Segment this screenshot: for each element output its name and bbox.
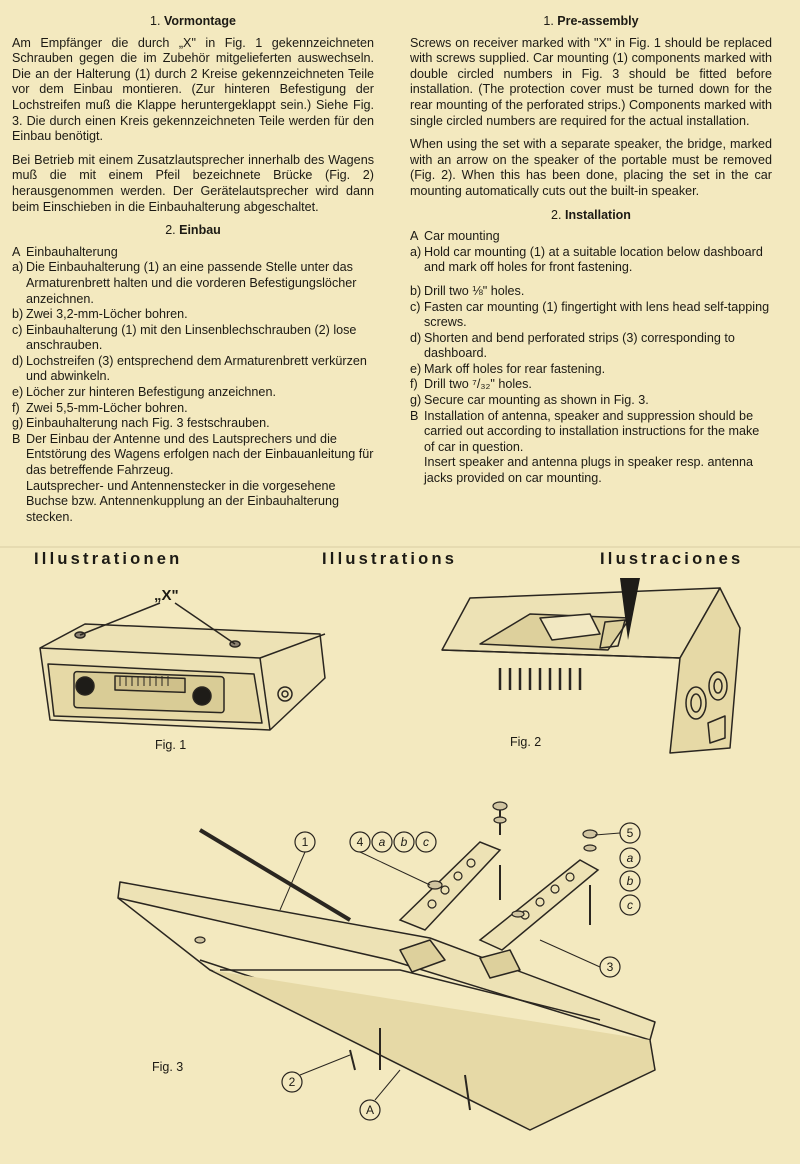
de-step: c) Einbauhalterung (1) mit den Linsenblechschrauben (2) lose anschrauben. — [12, 322, 357, 353]
callout-5: 5 — [626, 826, 634, 840]
callout-c-left: c — [423, 835, 429, 849]
de-preassembly-heading — [12, 14, 374, 30]
de-step: f) Zwei 5,5-mm-Löcher bohren. — [12, 400, 188, 415]
en-inst-number: 2. — [551, 207, 562, 222]
illustrations-heading-de: Illustrationen — [34, 550, 183, 568]
fig3-mounting-drawing — [100, 790, 700, 1140]
callout-2: 2 — [288, 1075, 296, 1089]
en-steps — [410, 229, 772, 487]
en-step: f) Drill two ⁷/₃₂" holes. — [410, 377, 532, 392]
en-installation-heading — [410, 208, 772, 224]
en-inst-title: Installation — [564, 207, 631, 222]
illustrations-heading-en: Illustrations — [322, 550, 458, 568]
en-step: A Car mounting — [410, 229, 500, 244]
en-step: B Installation of antenna, speaker and suppression should be carried out according to installation instructions for the make of car in question. — [410, 408, 760, 454]
fig2-label: Fig. 2 — [510, 735, 542, 749]
illustrations-heading-es: Ilustraciones — [600, 550, 744, 568]
de-step: e) Löcher zur hinteren Befestigung anzeichnen. — [12, 385, 276, 400]
spacer — [410, 276, 772, 284]
callout-4: 4 — [356, 835, 364, 849]
callout-a-right: a — [626, 851, 634, 865]
de-step: b) Zwei 3,2-mm-Löcher bohren. — [12, 307, 188, 322]
callout-a-left: a — [378, 835, 386, 849]
de-step: d) Lochstreifen (3) entsprechend dem Armaturenbrett verkürzen und abwinkeln. — [12, 353, 367, 384]
callout-A: A — [365, 1103, 375, 1117]
en-pre-number: 1. — [543, 14, 554, 28]
de-pre-paragraph-1: Am Empfänger die durch „X" in Fig. 1 gekennzeichneten Schrauben gegen die im Zubehör mitgelieferten auswechseln. Die an der Halterung (1) durch 2 Kreise gekennzeichneten Teile vor dem Einbau montieren. (Zur hinteren Befestigung der Lochstreifen muß die Klappe heruntergeklappt sein.) Siehe Fig. 3. Die durch einen Kreis gekennzeichneten Teile werden für den Einbau benötigt. — [12, 35, 374, 144]
de-installation-heading — [12, 223, 374, 239]
en-pre-paragraph-1: Screws on receiver marked with "X" in Fig. 1 should be replaced with screws supplied. Car mounting (1) components marked with double circled numbers in Fig. 3 should be fitted before installation. (The protection cover must be turned down for the rear mounting of the perforated strips.) Components marked with single circled numbers are required for the actual installation. — [410, 35, 772, 128]
en-pre-title: Pre-assembly — [557, 14, 639, 28]
de-steps — [12, 245, 374, 526]
en-step: b) Drill two ⅛" holes. — [410, 283, 525, 298]
de-pre-title: Vormontage — [163, 14, 236, 28]
de-step: g) Einbauhalterung nach Fig. 3 festschrauben. — [12, 416, 270, 431]
callout-3: 3 — [606, 960, 614, 974]
fig1-x-marker: „X" — [154, 587, 179, 604]
de-pre-number: 1. — [150, 14, 161, 28]
fig1-label: Fig. 1 — [155, 738, 187, 752]
fig2-speaker-drawing — [440, 578, 750, 758]
en-step: a) Hold car mounting (1) at a suitable location below dashboard and mark off holes for front fastening. — [410, 244, 763, 275]
en-step: Insert speaker and antenna plugs in speaker resp. antenna jacks provided on car mounting. — [424, 455, 754, 486]
german-column — [12, 14, 374, 525]
paper-fold-line — [0, 546, 800, 548]
en-step: g) Secure car mounting as shown in Fig. 3. — [410, 393, 649, 408]
callout-1: 1 — [301, 835, 309, 849]
english-column — [410, 14, 772, 487]
de-step: Lautsprecher- und Antennenstecker in die vorgesehene Buchse bzw. Antennenkupplung an der Einbauhalterung stecken. — [26, 478, 339, 524]
fig3-label: Fig. 3 — [152, 1060, 184, 1074]
de-pre-paragraph-2: Bei Betrieb mit einem Zusatzlautsprecher innerhalb des Wagens muß die mit einem Pfeil bezeichnete Brücke (Fig. 2) herausgenommen werden. Der Gerätelautsprecher wird dann beim Einschieben in die Einbauhalterung abgeschaltet. — [12, 152, 374, 214]
callout-b-right: b — [626, 874, 634, 888]
de-inst-title: Einbau — [179, 223, 221, 238]
callout-b-left: b — [400, 835, 408, 849]
callout-c-right: c — [627, 898, 633, 912]
fig1-radio-drawing — [30, 578, 340, 748]
de-step: B Der Einbau der Antenne und des Lautsprechers und die Entstörung des Wagens erfolgen nach der Einbauanleitung für das betreffende Fahrzeug. — [12, 431, 374, 478]
de-step: a) Die Einbauhalterung (1) an eine passende Stelle unter das Armaturenbrett halten und die vorderen Befestigungslöcher anzeichnen. — [12, 260, 357, 306]
de-step: A Einbauhalterung — [12, 244, 118, 259]
en-step: c) Fasten car mounting (1) fingertight with lens head self-tapping screws. — [410, 299, 770, 330]
en-pre-paragraph-2: When using the set with a separate speaker, the bridge, marked with an arrow on the speaker of the portable must be removed (Fig. 2). When this has been done, placing the set in the car mounting automatically cuts out the built-in speaker. — [410, 137, 772, 198]
de-inst-number: 2. — [165, 223, 176, 238]
en-step: d) Shorten and bend perforated strips (3) corresponding to dashboard. — [410, 330, 735, 361]
en-preassembly-heading — [410, 14, 772, 30]
en-step: e) Mark off holes for rear fastening. — [410, 361, 606, 376]
